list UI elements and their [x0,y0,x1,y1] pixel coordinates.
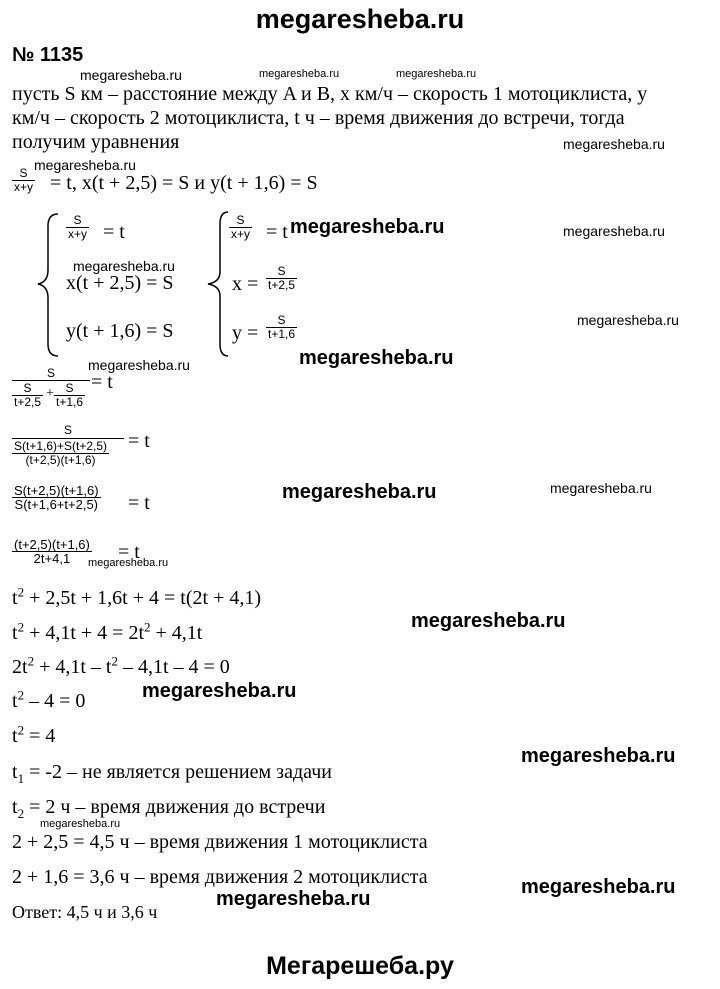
watermark: megaresheba.ru [299,347,454,369]
root-line-2: $t_2 = 2$ ч – время движения до встречи [12,796,326,821]
step1-den-fraction-b: S t+1,6 [56,381,84,409]
system2-eq1-rest: = t [266,221,288,243]
step2-numerator: S [63,423,72,437]
watermark: megaresheba.ru [282,481,437,503]
step4-fraction: (t+2,5)(t+1,6) 2t+4,1 [14,537,90,566]
left-brace-icon [32,212,62,358]
system2-eq3-lhs: y = [232,322,259,344]
result-line-2: 2 + 1,6 = 3,6 ч – время движения 2 мотоциклиста [12,866,428,888]
watermark: megaresheba.ru [411,610,566,632]
watermark: megaresheba.ru [521,876,676,898]
first-equation-rest: = t, x(t + 2,5) = S и y(t + 1,6) = S [50,172,318,194]
equation-line-3: $2t^2 + 4,1t - t^2 - 4,1t - 4 = 0$ [12,653,230,678]
site-title-top: megaresheba.ru [255,4,465,34]
watermark: megaresheba.ru [290,216,445,238]
equation-line-1: $t^2 + 2,5t + 1,6t + 4 = t(2t + 4,1)$ [12,584,262,609]
watermark: megaresheba.ru [34,157,136,173]
equation-line-2: $t^2 + 4,1t + 4 = 2t^2 + 4,1t$ [12,619,203,644]
watermark: megaresheba.ru [80,67,182,83]
step2-inner-fraction: S(t+1,6)+S(t+2,5) (t+2,5)(t+1,6) [14,439,108,467]
intro-line-2: км/ч – скорость 2 мотоциклиста, t ч – время движения до встречи, тогда [12,107,625,129]
step1-rest: = t [91,371,113,393]
root-line-1: $t_1 = -2$ – не является решением задачи [12,761,332,786]
system1-fraction: S x+y [68,213,88,241]
watermark: megaresheba.ru [88,557,169,569]
watermark: megaresheba.ru [521,745,676,767]
intro-line-1: пусть S км – расстояние между A и B, x км/ч – скорость 1 мотоциклиста, y [12,83,648,105]
system2-fraction-3: S t+1,6 [268,313,296,341]
system2-eq2-lhs: x = [232,273,259,295]
watermark: megaresheba.ru [563,136,665,152]
equation-line-4: $t^2 - 4 = 0$ [12,687,86,712]
system1-eq3: y(t + 1,6) = S [66,320,174,342]
step2-rest: = t [128,430,150,452]
answer-line: Ответ: 4,5 ч и 3,6 ч [12,902,158,922]
step1-plus: + [46,386,54,401]
system2-fraction-1: S x+y [231,213,251,241]
watermark: megaresheba.ru [577,312,679,328]
site-title-bottom: Мегарешеба.ру [266,952,454,980]
watermark: megaresheba.ru [550,480,652,496]
watermark: megaresheba.ru [73,258,175,274]
result-line-1: 2 + 2,5 = 4,5 ч – время движения 1 мотоциклиста [12,831,428,853]
system2-fraction-2: S t+2,5 [268,264,296,292]
watermark: megaresheba.ru [88,357,190,373]
fraction-s-over-xy: S x+y [14,166,34,194]
step3-fraction: S(t+2,5)(t+1,6) S(t+1,6+t+2,5) [14,483,99,512]
system1-eq1-rest: = t [103,221,125,243]
intro-line-3: получим уравнения [12,131,180,153]
watermark: megaresheba.ru [259,68,340,80]
step3-rest: = t [128,492,150,514]
step1-den-fraction-a: S t+2,5 [14,381,42,409]
step4-rest: = t [118,541,140,563]
system1-eq2: x(t + 2,5) = S [66,272,174,294]
problem-number: № 1135 [12,44,84,66]
watermark: megaresheba.ru [396,68,477,80]
step1-numerator: S [46,366,55,380]
equation-line-5: $t^2 = 4$ [12,722,56,747]
left-brace-icon [202,210,232,358]
watermark: megaresheba.ru [216,888,371,910]
watermark: megaresheba.ru [563,223,665,239]
watermark: megaresheba.ru [40,818,121,830]
watermark: megaresheba.ru [142,680,297,702]
